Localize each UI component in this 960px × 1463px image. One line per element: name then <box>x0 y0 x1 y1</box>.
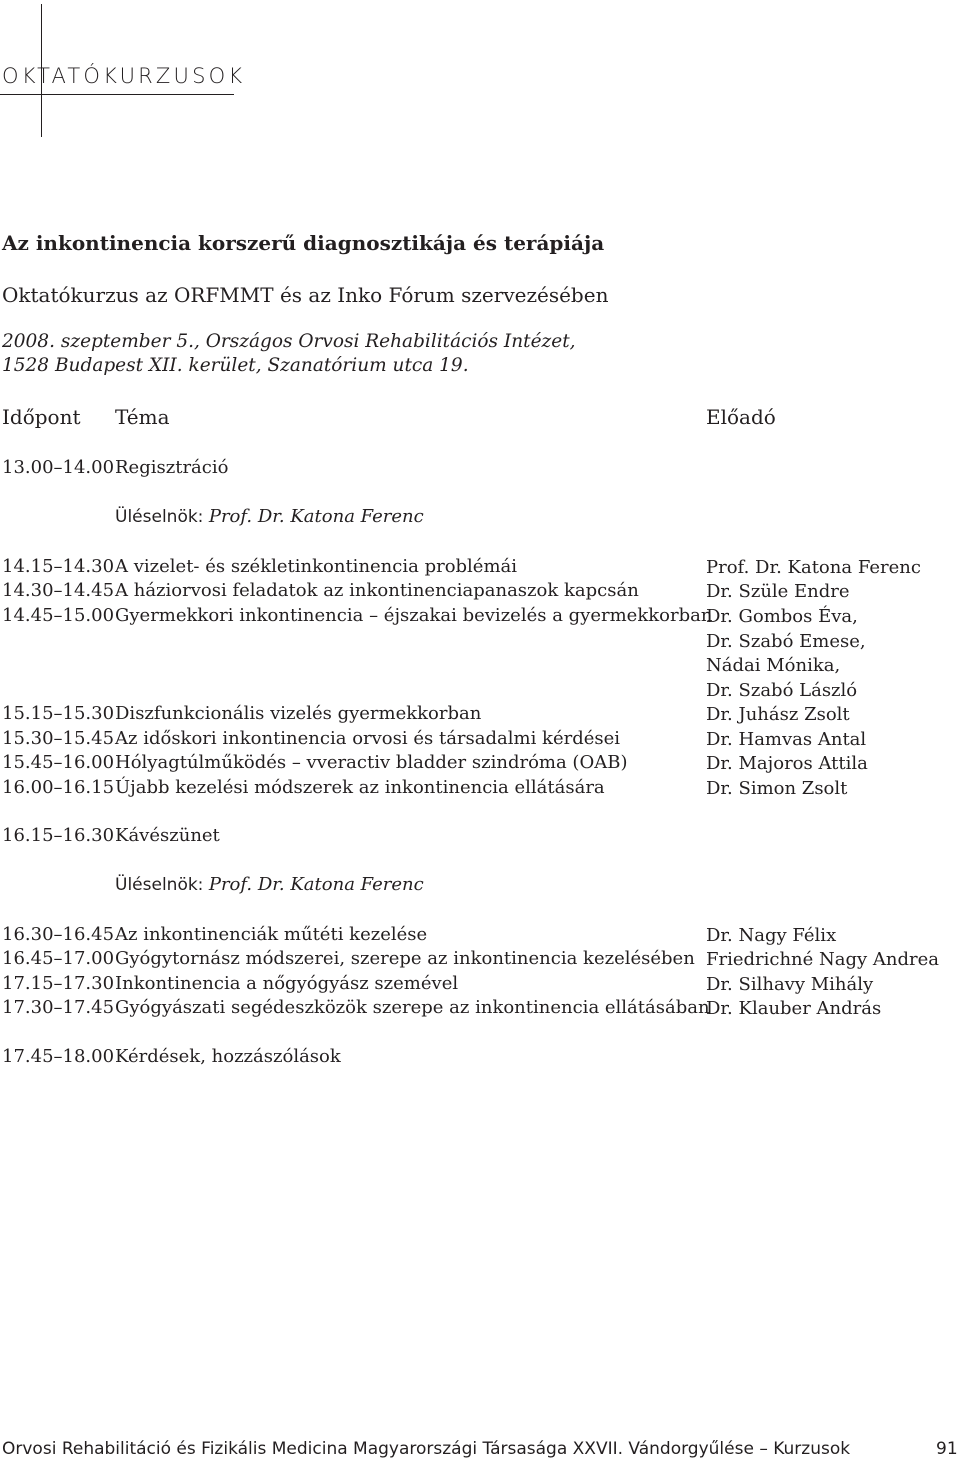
row-time: 13.00–14.00 <box>2 457 115 478</box>
row-time: 16.45–17.00 <box>2 948 115 969</box>
event-title: Az inkontinencia korszerű diagnosztikája és terápiája <box>2 231 605 255</box>
column-header-speaker: Előadó <box>706 405 776 429</box>
row-time: 17.30–17.45 <box>2 997 115 1018</box>
row-time: 16.15–16.30 <box>2 825 115 846</box>
page-number: 91 <box>936 1439 958 1459</box>
row-time: 17.45–18.00 <box>2 1046 115 1067</box>
row-time: 14.15–14.30 <box>2 556 115 577</box>
row-topic: A háziorvosi feladatok az inkontinenciapanaszok kapcsán <box>115 580 639 601</box>
speaker-name: Dr. Silhavy Mihály <box>706 974 874 995</box>
page-footer: Orvosi Rehabilitáció és Fizikális Medicina Magyarországi Társasága XXVII. Vándorgyűlése – Kurzusok <box>2 1439 851 1459</box>
row-speaker <box>706 580 850 605</box>
row-topic: Gyógyászati segédeszközök szerepe az inkontinencia ellátásában <box>115 997 710 1018</box>
row-topic: Újabb kezelési módszerek az inkontinencia ellátására <box>115 777 605 798</box>
row-topic: Az inkontinenciák műtéti kezelése <box>115 924 428 945</box>
row-topic: Kérdések, hozzászólások <box>115 1046 341 1067</box>
row-time: 14.45–15.00 <box>2 605 115 626</box>
row-topic: Gyermekkori inkontinencia – éjszakai bevizelés a gyermekkorban <box>115 605 713 626</box>
column-header-topic: Téma <box>115 405 170 429</box>
row-topic: Diszfunkcionális vizelés gyermekkorban <box>115 703 482 724</box>
speaker-name: Dr. Nagy Félix <box>706 925 837 946</box>
venue-line: 1528 Budapest XII. kerület, Szanatórium utca 19. <box>2 355 469 376</box>
session-chair <box>115 874 424 895</box>
venue-line: 2008. szeptember 5., Országos Orvosi Rehabilitációs Intézet, <box>2 331 576 352</box>
chair-label: Üléselnök: <box>115 507 209 527</box>
row-topic: Kávészünet <box>115 825 220 846</box>
row-speaker <box>706 924 836 949</box>
row-time: 15.15–15.30 <box>2 703 115 724</box>
row-topic: Inkontinencia a nőgyógyász szemével <box>115 973 459 994</box>
row-topic: Gyógytornász módszerei, szerepe az inkontinencia kezelésében <box>115 948 695 969</box>
row-speaker <box>706 703 850 728</box>
row-speaker <box>706 777 847 802</box>
speaker-name: Dr. Hamvas Antal <box>706 729 867 750</box>
row-speaker <box>706 728 866 753</box>
row-speaker <box>706 948 939 973</box>
row-topic: Hólyagtúlműködés – vveractiv bladder szindróma (OAB) <box>115 752 628 773</box>
chair-label: Üléselnök: <box>115 875 209 895</box>
speaker-name: Dr. Simon Zsolt <box>706 778 848 799</box>
chair-name: Prof. Dr. Katona Ferenc <box>208 874 424 895</box>
column-header-time: Időpont <box>2 405 81 429</box>
speaker-name: Friedrichné Nagy Andrea <box>706 949 940 970</box>
row-time: 15.45–16.00 <box>2 752 115 773</box>
event-subtitle: Oktatókurzus az ORFMMT és az Inko Fórum szervezésében <box>2 283 609 307</box>
row-speaker <box>706 556 921 581</box>
row-speaker <box>706 752 868 777</box>
row-topic: Az időskori inkontinencia orvosi és társadalmi kérdései <box>115 728 621 749</box>
speaker-name: Dr. Juhász Zsolt <box>706 704 850 725</box>
speaker-name: Dr. Gombos Éva, <box>706 606 858 627</box>
speaker-name: Dr. Szüle Endre <box>706 581 850 602</box>
row-time: 16.00–16.15 <box>2 777 115 798</box>
speaker-name: Prof. Dr. Katona Ferenc <box>706 557 921 578</box>
row-time: 16.30–16.45 <box>2 924 115 945</box>
speaker-name: Nádai Mónika, <box>706 655 841 676</box>
speaker-name: Dr. Klauber András <box>706 998 882 1019</box>
speaker-name: Dr. Szabó László <box>706 679 858 701</box>
speaker-name: Dr. Majoros Attila <box>706 753 868 774</box>
row-speaker <box>706 973 873 998</box>
section-label: OKTATÓKURZUSOK <box>2 64 246 88</box>
row-topic: Regisztráció <box>115 457 229 478</box>
row-time: 14.30–14.45 <box>2 580 115 601</box>
row-speaker <box>706 997 881 1022</box>
session-chair <box>115 506 424 527</box>
chair-name: Prof. Dr. Katona Ferenc <box>208 506 424 527</box>
row-time: 15.30–15.45 <box>2 728 115 749</box>
speaker-name: Dr. Szabó Emese, <box>706 630 866 652</box>
row-topic: A vizelet- és székletinkontinencia problémái <box>115 556 518 577</box>
event-venue <box>2 330 576 378</box>
header-horizontal-rule <box>0 94 234 95</box>
row-speaker <box>706 605 866 703</box>
row-time: 17.15–17.30 <box>2 973 115 994</box>
